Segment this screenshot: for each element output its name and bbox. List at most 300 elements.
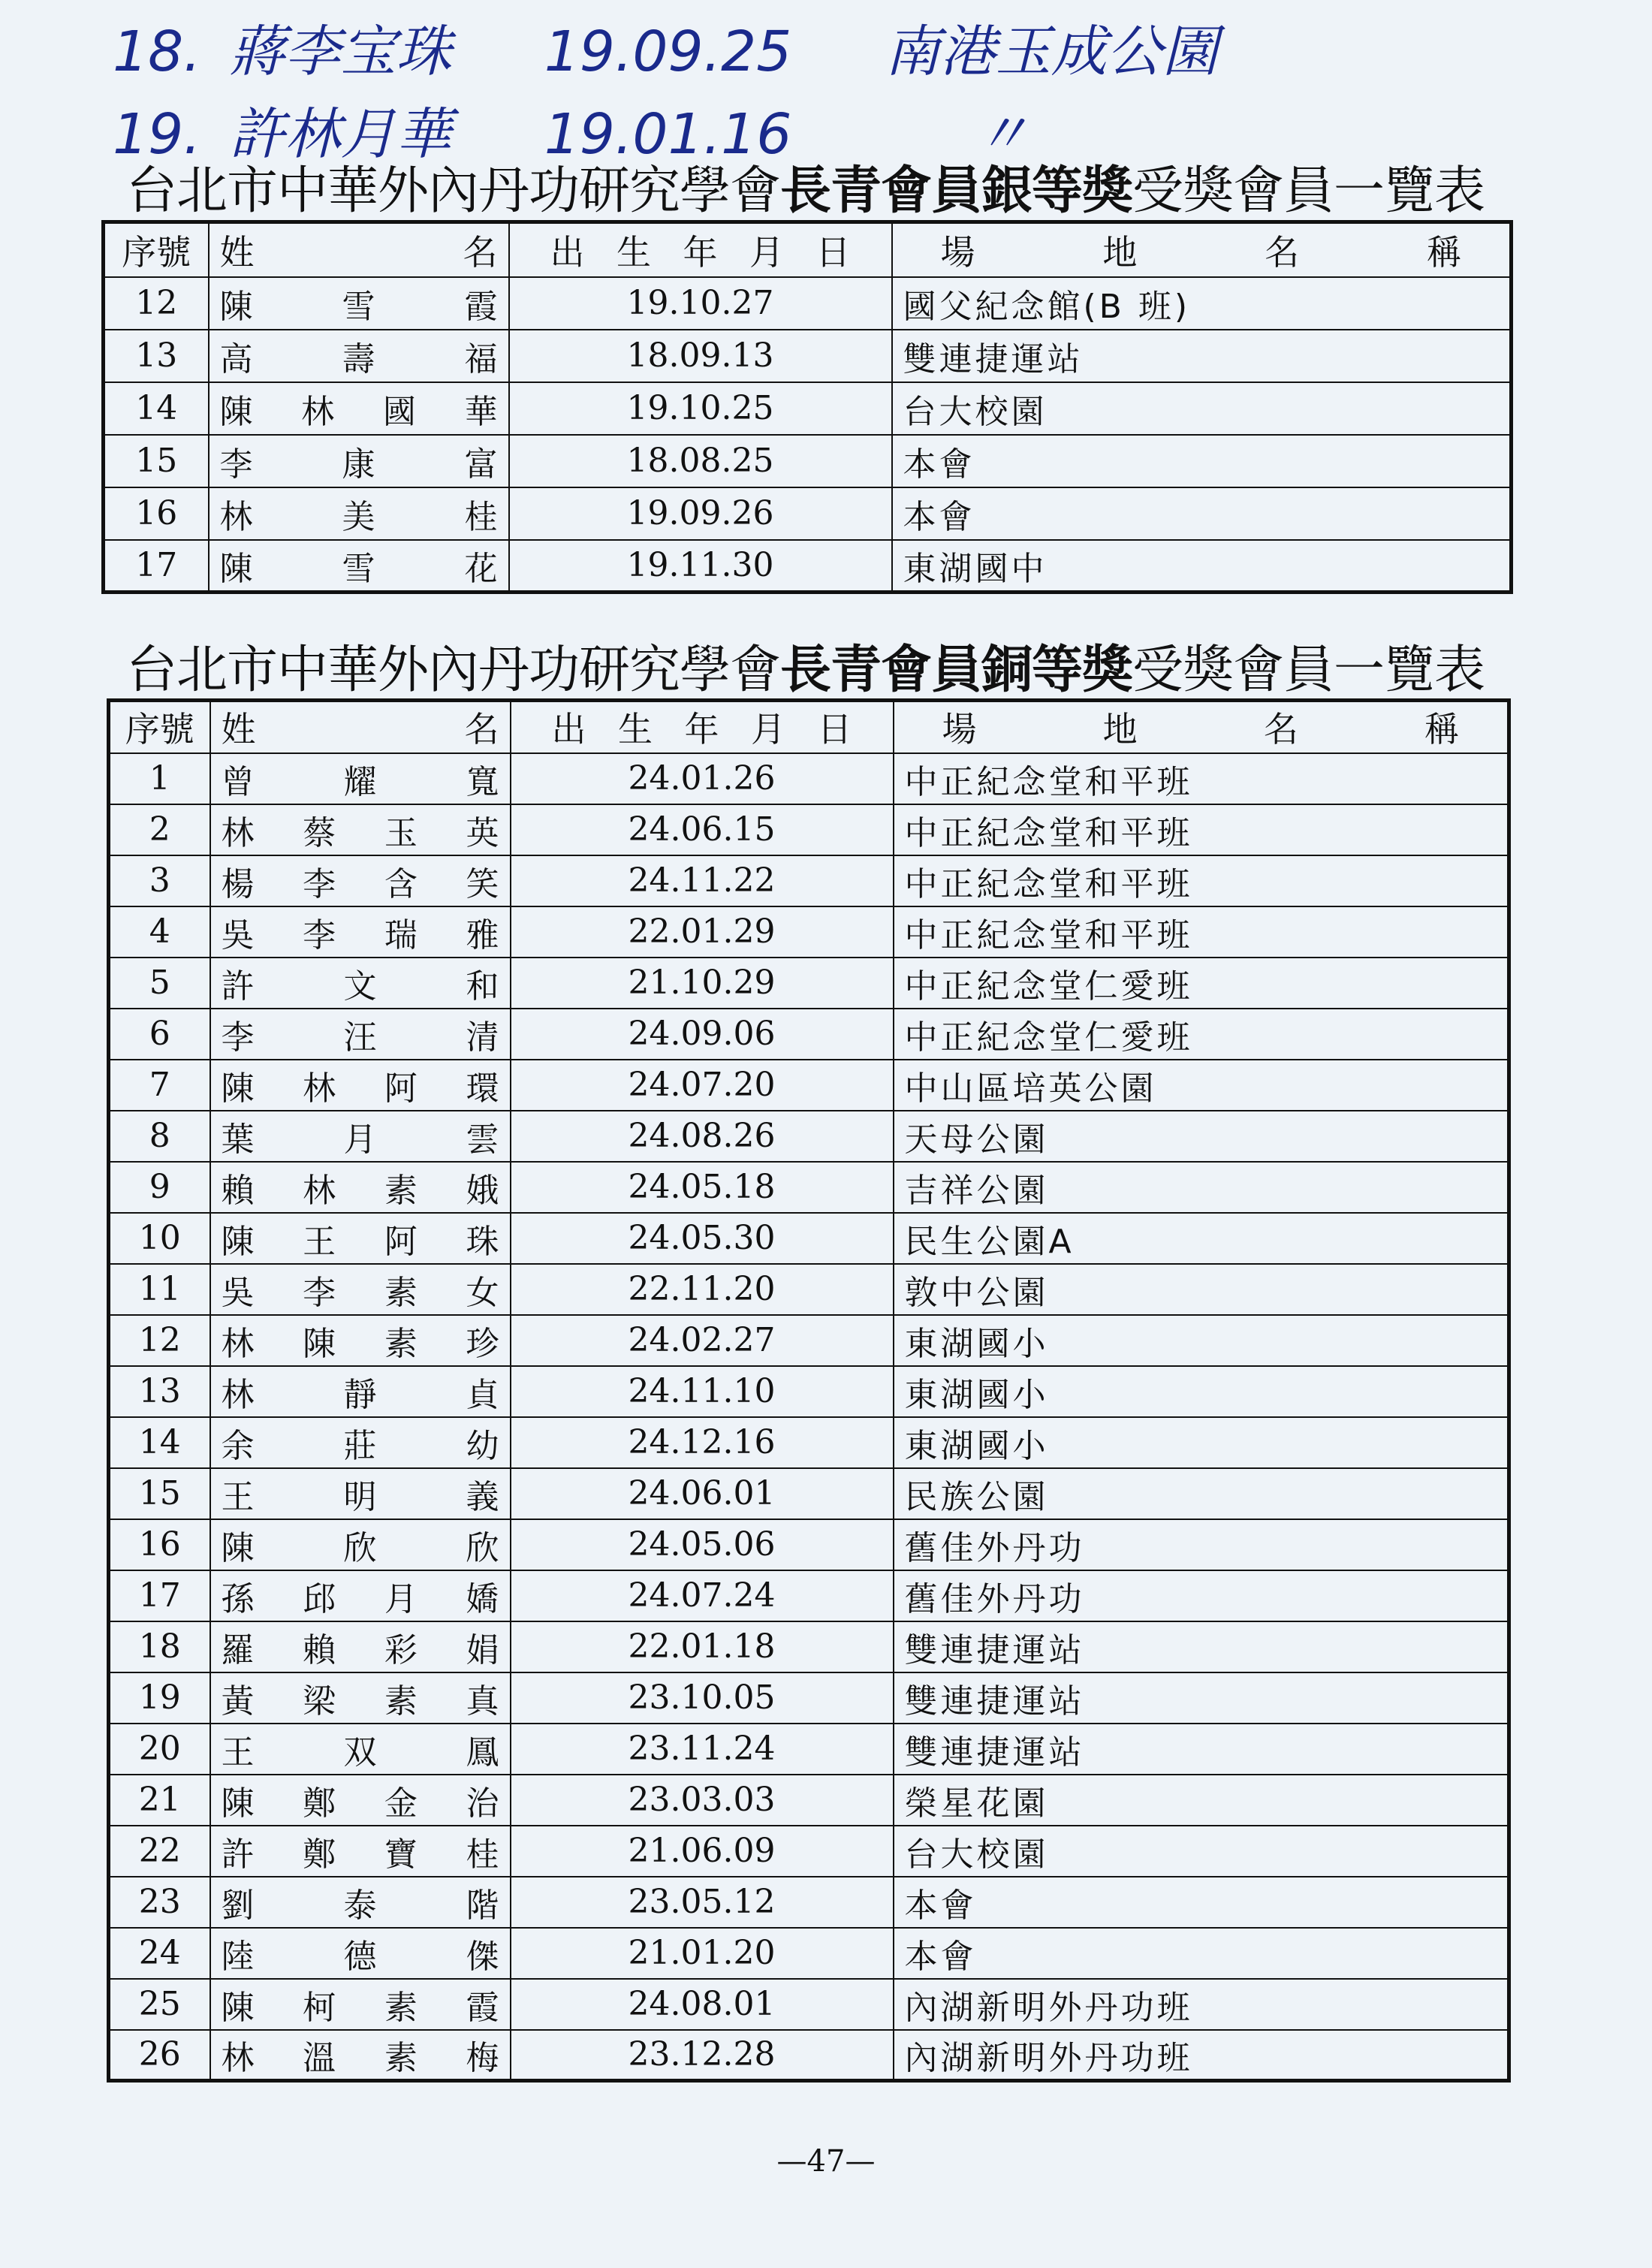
name-char: 余 [221,1426,255,1465]
header-char: 地 [1102,231,1138,273]
header-char: 名 [463,231,498,273]
birth-date: 22.01.18 [511,1621,894,1672]
name-char: 曾 [221,762,255,801]
member-name-chars [222,806,499,854]
name-char: 李 [221,1018,255,1057]
venue-name: 中正紀念堂仁愛班 [894,1009,1509,1060]
venue-name: 雙連捷運站 [894,1672,1509,1724]
venue-name: 東湖國小 [894,1366,1509,1417]
venue-name: 舊佳外丹功 [894,1519,1509,1570]
header-no: 序號 [109,701,210,753]
name-char: 溫 [303,2038,336,2077]
table-row [109,1724,1509,1775]
name-char: 孫 [221,1579,255,1618]
member-name [210,906,511,958]
name-char: 寶 [384,1835,418,1874]
header-char: 稱 [1424,709,1459,750]
name-char: 靜 [343,1375,377,1414]
table-row [109,1264,1509,1315]
venue-name: 本會 [892,435,1512,487]
row-number: 17 [104,540,209,593]
row-number: 1 [109,753,210,804]
title-suffix: 受獎會員一覽表 [1132,161,1485,221]
name-char: 吳 [221,915,255,955]
birth-date: 24.02.27 [511,1315,894,1366]
venue-name: 雙連捷運站 [894,1621,1509,1672]
venue-name: 民生公園A [894,1213,1509,1264]
name-char: 林 [221,1375,255,1414]
member-name [210,1621,511,1672]
member-name-chars [222,1316,499,1365]
header-char: 稱 [1426,231,1461,273]
name-char: 雅 [466,915,499,955]
name-char: 美 [342,497,375,536]
table-header-row [104,222,1512,277]
header-char: 名 [464,709,499,750]
member-name [210,1724,511,1775]
venue-name: 內湖新明外丹功班 [894,2030,1509,2081]
name-char: 傑 [466,1937,499,1976]
name-char: 國 [382,392,416,431]
table-row [104,487,1512,540]
name-char: 陸 [221,1937,255,1976]
table-row [104,382,1512,435]
name-char: 真 [466,1681,499,1721]
name-char: 富 [464,445,498,484]
member-name-chars [220,279,498,327]
name-char: 瑞 [384,915,418,955]
name-char: 陳 [221,1222,255,1261]
member-name-chars [222,1419,499,1467]
header-char: 場 [942,709,977,750]
member-name-chars [222,1725,499,1773]
name-char: 阿 [384,1222,418,1261]
row-number: 16 [109,1519,210,1570]
member-name-chars [222,1061,499,1109]
row-number: 11 [109,1264,210,1315]
row-number: 8 [109,1111,210,1162]
member-name [210,1366,511,1417]
venue-name: 敦中公園 [894,1264,1509,1315]
row-number: 25 [109,1979,210,2030]
name-char: 林 [301,392,335,431]
birth-date: 24.08.26 [511,1111,894,1162]
name-char: 英 [466,813,499,852]
member-name [209,277,509,330]
birth-date: 24.11.22 [511,855,894,906]
name-char: 陳 [303,1324,336,1363]
member-name [210,1009,511,1060]
venue-name: 本會 [894,1928,1509,1979]
member-name [210,1826,511,1877]
member-name-chars [222,1214,499,1262]
member-name-chars [222,1572,499,1620]
name-char: 娟 [466,1630,499,1669]
member-name-chars [222,1265,499,1313]
name-char: 李 [303,864,336,903]
member-name-chars [222,1163,499,1211]
name-char: 葉 [221,1120,255,1159]
birth-date: 23.05.12 [511,1877,894,1928]
table-row [109,1417,1509,1468]
member-name [210,1775,511,1826]
name-char: 双 [343,1733,377,1772]
name-char: 女 [466,1273,499,1312]
birth-date: 24.06.15 [511,804,894,855]
name-char: 雪 [342,287,375,326]
handwritten-name: 許林月華 [229,102,452,167]
header-char: 年 [684,709,719,750]
member-name-chars [222,1674,499,1722]
row-number: 5 [109,958,210,1009]
birth-date: 24.05.30 [511,1213,894,1264]
member-name-chars [222,755,499,803]
name-char: 嬌 [466,1579,499,1618]
row-number: 23 [109,1877,210,1928]
title-prefix: 台北市中華外內丹功研究學會 [126,641,781,700]
venue-name: 本會 [892,487,1512,540]
venue-name: 內湖新明外丹功班 [894,1979,1509,2030]
handwritten-number: 18. [113,20,201,84]
name-char: 鳳 [466,1733,499,1772]
table-row [109,2030,1509,2081]
name-char: 王 [303,1222,336,1261]
name-char: 霞 [464,287,498,326]
header-no: 序號 [104,222,209,277]
venue-name: 雙連捷運站 [894,1724,1509,1775]
name-char: 義 [466,1477,499,1516]
member-name-chars [220,541,498,590]
name-char: 王 [221,1477,255,1516]
table-row [109,1621,1509,1672]
member-name [210,855,511,906]
silver-award-title [126,150,1553,223]
row-number: 10 [109,1213,210,1264]
bronze-award-table [107,698,1511,2083]
venue-name: 民族公園 [894,1468,1509,1519]
name-char: 汪 [343,1018,377,1057]
name-char: 娥 [466,1171,499,1210]
header-char: 出 [551,709,586,750]
title-award: 長青會員銅等獎 [780,641,1133,700]
name-char: 貞 [466,1375,499,1414]
birth-date: 24.08.01 [511,1979,894,2030]
name-char: 鄭 [303,1835,336,1874]
name-char: 林 [303,1069,336,1108]
table-row [109,855,1509,906]
header-dob [509,222,892,277]
venue-name: 舊佳外丹功 [894,1570,1509,1621]
row-number: 2 [109,804,210,855]
name-char: 珠 [466,1222,499,1261]
name-char: 陳 [221,1988,255,2027]
member-name [210,1213,511,1264]
table-row [109,1366,1509,1417]
member-name [210,1468,511,1519]
member-name-chars [220,385,498,433]
member-name-chars [222,959,499,1007]
member-name-chars [222,1470,499,1518]
header-name [209,222,509,277]
row-number: 7 [109,1060,210,1111]
table-row [104,277,1512,330]
name-char: 吳 [221,1273,255,1312]
name-char: 素 [384,1988,418,2027]
table-row [109,1775,1509,1826]
member-name [210,753,511,804]
name-char: 林 [219,497,253,536]
header-char: 姓 [221,709,256,750]
birth-date: 24.11.10 [511,1366,894,1417]
name-char: 康 [342,445,375,484]
name-char: 林 [303,1171,336,1210]
venue-name: 雙連捷運站 [892,330,1512,382]
member-name-chars [222,857,499,905]
member-name [209,330,509,382]
name-char: 陳 [219,392,253,431]
header-name [210,701,511,753]
member-name-chars [222,1776,499,1824]
name-char: 阿 [384,1069,418,1108]
name-char: 花 [464,549,498,588]
birth-date: 24.09.06 [511,1009,894,1060]
title-prefix: 台北市中華外內丹功研究學會 [126,161,781,221]
row-number: 20 [109,1724,210,1775]
member-name [210,1570,511,1621]
name-char: 羅 [221,1630,255,1669]
name-char: 素 [384,1171,418,1210]
header-dob-chars [522,702,882,752]
birth-date: 24.12.16 [511,1417,894,1468]
table-row [109,1060,1509,1111]
member-name [210,1672,511,1724]
member-name-chars [220,490,498,538]
handwritten-note-18 [113,8,1218,87]
birth-date: 23.03.03 [511,1775,894,1826]
member-name-chars [222,1878,499,1926]
name-char: 王 [221,1733,255,1772]
name-char: 李 [303,915,336,955]
venue-name: 中山區培英公園 [894,1060,1509,1111]
row-number: 14 [104,382,209,435]
name-char: 素 [384,1681,418,1721]
row-number: 26 [109,2030,210,2081]
venue-name: 本會 [894,1877,1509,1928]
name-char: 陳 [221,1784,255,1823]
name-char: 清 [466,1018,499,1057]
name-char: 李 [219,445,253,484]
name-char: 陳 [219,549,253,588]
name-char: 莊 [343,1426,377,1465]
table-row [109,1672,1509,1724]
birth-date: 24.05.18 [511,1162,894,1213]
member-name [210,1162,511,1213]
header-name-chars [222,702,499,752]
header-char: 名 [1265,231,1300,273]
header-char: 生 [618,709,653,750]
name-char: 林 [221,813,255,852]
table-row [109,1928,1509,1979]
birth-date: 21.06.09 [511,1826,894,1877]
venue-name: 台大校園 [892,382,1512,435]
table-row [109,1979,1509,2030]
header-char: 出 [550,231,585,273]
table-row [109,753,1509,804]
name-char: 階 [466,1886,499,1925]
name-char: 陳 [219,287,253,326]
header-char: 姓 [219,231,255,273]
name-char: 林 [221,2038,255,2077]
name-char: 陳 [221,1528,255,1567]
member-name [210,1519,511,1570]
birth-date: 23.11.24 [511,1724,894,1775]
venue-name: 中正紀念堂和平班 [894,804,1509,855]
name-char: 素 [384,1273,418,1312]
name-char: 和 [466,967,499,1006]
name-char: 梅 [466,2038,499,2077]
birth-date: 19.11.30 [509,540,892,593]
header-name-chars [220,225,498,275]
row-number: 18 [109,1621,210,1672]
handwritten-date: 19.09.25 [544,20,792,84]
member-name-chars [220,332,498,380]
venue-name: 國父紀念館(B 班) [892,277,1512,330]
row-number: 13 [104,330,209,382]
birth-date: 19.09.26 [509,487,892,540]
name-char: 鄭 [303,1784,336,1823]
member-name-chars [222,1010,499,1058]
name-char: 耀 [343,762,377,801]
header-char: 地 [1102,709,1138,750]
member-name [210,1060,511,1111]
member-name [209,382,509,435]
member-name-chars [222,1521,499,1569]
name-char: 雪 [342,549,375,588]
title-award: 長青會員銀等獎 [780,161,1133,221]
member-name [209,487,509,540]
table-row [109,804,1509,855]
table-row [104,330,1512,382]
title-suffix: 受獎會員一覽表 [1132,641,1485,700]
member-name-chars [222,1112,499,1160]
name-char: 邱 [303,1579,336,1618]
birth-date: 21.01.20 [511,1928,894,1979]
birth-date: 18.08.25 [509,435,892,487]
venue-name: 東湖國小 [894,1315,1509,1366]
name-char: 楊 [221,864,255,903]
birth-date: 22.01.29 [511,906,894,958]
name-char: 劉 [221,1886,255,1925]
name-char: 明 [343,1477,377,1516]
name-char: 高 [219,339,253,379]
birth-date: 24.05.06 [511,1519,894,1570]
table-row [109,1009,1509,1060]
birth-date: 23.12.28 [511,2030,894,2081]
table-row [109,906,1509,958]
bronze-award-title [126,629,1553,702]
name-char: 柯 [303,1988,336,2027]
birth-date: 19.10.25 [509,382,892,435]
row-number: 4 [109,906,210,958]
row-number: 9 [109,1162,210,1213]
name-char: 陳 [221,1069,255,1108]
member-name-chars [222,1623,499,1671]
name-char: 玉 [384,813,418,852]
table-row [109,1519,1509,1570]
row-number: 12 [109,1315,210,1366]
venue-name: 榮星花園 [894,1775,1509,1826]
venue-name: 中正紀念堂和平班 [894,855,1509,906]
table-row [109,1315,1509,1366]
name-char: 文 [343,967,377,1006]
page-number: —47— [776,2144,876,2179]
row-number: 15 [109,1468,210,1519]
name-char: 霞 [466,1988,499,2027]
handwritten-name: 蔣李宝珠 [229,20,452,84]
row-number: 13 [109,1366,210,1417]
birth-date: 24.07.20 [511,1060,894,1111]
row-number: 3 [109,855,210,906]
birth-date: 24.06.01 [511,1468,894,1519]
row-number: 6 [109,1009,210,1060]
member-name [209,435,509,487]
header-dob-chars [520,225,881,275]
table-row [109,1877,1509,1928]
name-char: 泰 [343,1886,377,1925]
venue-name: 中正紀念堂和平班 [894,906,1509,958]
name-char: 欣 [466,1528,499,1567]
header-venue [892,222,1512,277]
member-name-chars [222,1929,499,1977]
row-number: 19 [109,1672,210,1724]
member-name [210,1111,511,1162]
name-char: 含 [384,864,418,903]
name-char: 素 [384,1324,418,1363]
member-name-chars [222,2031,499,2079]
header-char: 日 [817,709,852,750]
name-char: 許 [221,967,255,1006]
member-name-chars [222,1827,499,1875]
name-char: 賴 [221,1171,255,1210]
venue-name: 中正紀念堂仁愛班 [894,958,1509,1009]
header-char: 日 [815,231,851,273]
name-char: 許 [221,1835,255,1874]
birth-date: 18.09.13 [509,330,892,382]
name-char: 治 [466,1784,499,1823]
name-char: 李 [303,1273,336,1312]
member-name [210,958,511,1009]
member-name [210,804,511,855]
handwritten-number: 19. [113,102,201,167]
header-dob [511,701,894,753]
venue-name: 吉祥公園 [894,1162,1509,1213]
header-char: 年 [683,231,718,273]
name-char: 林 [221,1324,255,1363]
birth-date: 24.01.26 [511,753,894,804]
member-name [210,1979,511,2030]
member-name-chars [222,1980,499,2028]
row-number: 24 [109,1928,210,1979]
row-number: 16 [104,487,209,540]
name-char: 月 [384,1579,418,1618]
handwritten-ditto: 〃 [974,102,1030,167]
member-name [210,1417,511,1468]
name-char: 梁 [303,1681,336,1721]
member-name [210,2030,511,2081]
name-char: 幼 [466,1426,499,1465]
name-char: 桂 [464,497,498,536]
name-char: 環 [466,1069,499,1108]
